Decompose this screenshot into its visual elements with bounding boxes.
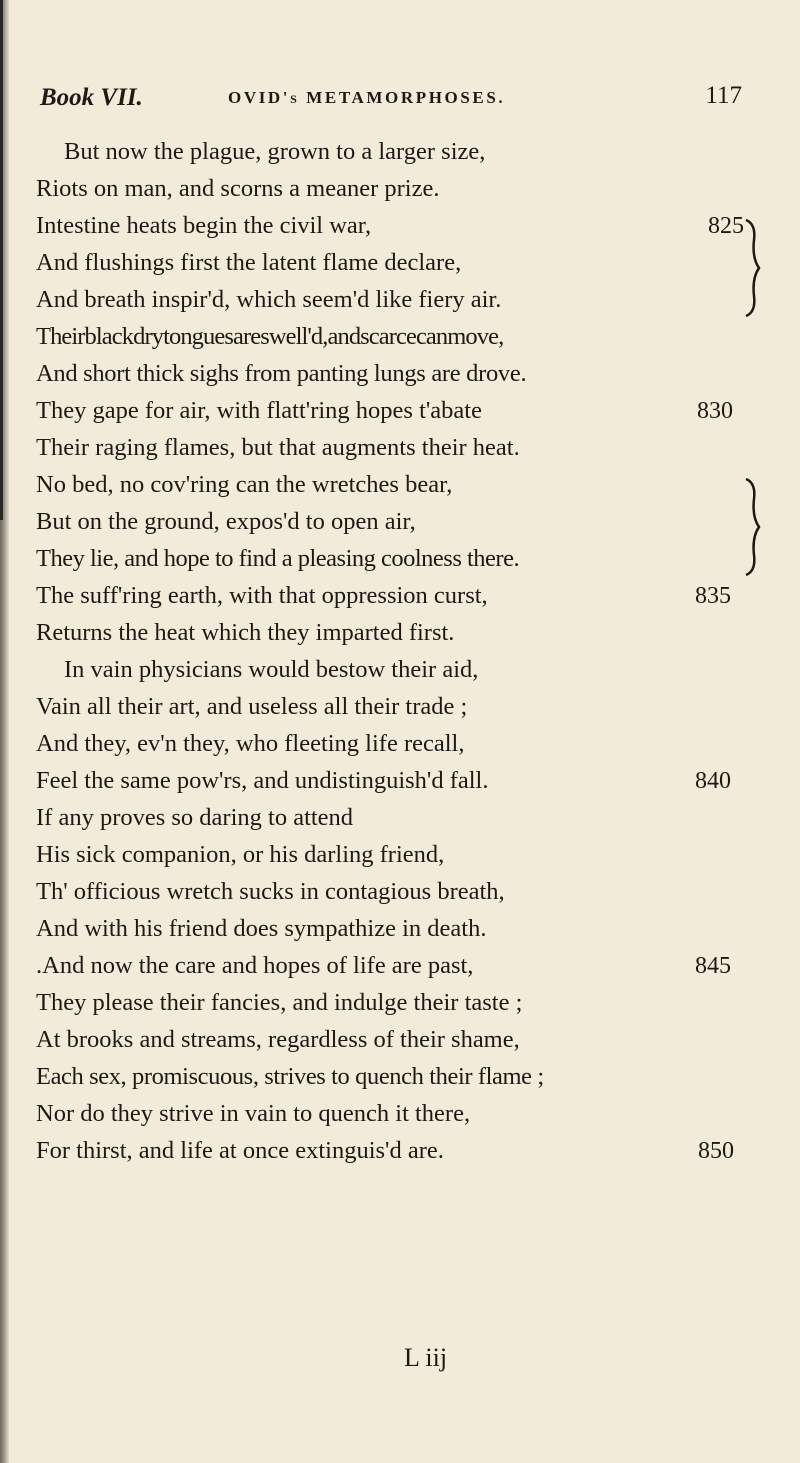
verse-line: The suff'ring earth, with that oppression curst, — [36, 582, 488, 609]
signature-mark: L iij — [404, 1343, 448, 1372]
page-number: 117 — [705, 82, 742, 109]
verse-line: At brooks and streams, regardless of their shame, — [36, 1026, 520, 1053]
verse-line: In vain physicians would bestow their aid, — [64, 656, 479, 683]
verse-line: No bed, no cov'ring can the wretches bear, — [36, 471, 453, 498]
line-number: 840 — [695, 768, 731, 794]
verse-line: Each sex, promiscuous, strives to quench their flame ; — [36, 1063, 544, 1090]
verse-line: If any proves so daring to attend — [36, 804, 354, 831]
verse-line: His sick companion, or his darling friend, — [36, 841, 445, 868]
verse-line: Th' officious wretch sucks in contagious breath, — [36, 878, 505, 905]
verse-line: They please their fancies, and indulge their taste ; — [36, 989, 523, 1016]
verse-line: They lie, and hope to find a pleasing coolness there. — [36, 545, 520, 572]
verse-line: Feel the same pow'rs, and undistinguish'd fall. — [36, 767, 489, 794]
running-header — [40, 80, 740, 120]
verse-line: Riots on man, and scorns a meaner prize. — [36, 175, 440, 202]
verse-line: Vain all their art, and useless all their trade ; — [36, 693, 468, 720]
verse-line: And breath inspir'd, which seem'd like fiery air. — [36, 286, 502, 313]
line-number: 850 — [698, 1138, 734, 1164]
verse-line: For thirst, and life at once extinguis'd are. — [36, 1137, 444, 1164]
triplet-brace — [742, 218, 762, 318]
line-number: 845 — [695, 953, 731, 979]
verse-line: And they, ev'n they, who fleeting life recall, — [36, 730, 465, 757]
verse-line: Theirblackdrytonguesareswell'd,andscarcecanmove, — [36, 323, 504, 350]
triplet-brace — [742, 477, 762, 577]
line-number: 825 — [708, 213, 744, 239]
page-edge-shadow — [0, 0, 3, 520]
verse-line: Nor do they strive in vain to quench it there, — [36, 1100, 471, 1127]
verse-line: But on the ground, expos'd to open air, — [36, 508, 416, 535]
line-number: 835 — [695, 583, 731, 609]
verse-line: They gape for air, with flatt'ring hopes t'abate — [36, 397, 482, 424]
verse-line: And short thick sighs from panting lungs are drove. — [36, 360, 527, 387]
verse-line: And with his friend does sympathize in death. — [36, 915, 487, 942]
line-number: 830 — [697, 398, 733, 424]
verse-line: Returns the heat which they imparted first. — [36, 619, 455, 646]
verse-line: But now the plague, grown to a larger size, — [64, 138, 486, 165]
verse-line: Their raging flames, but that augments their heat. — [36, 434, 520, 461]
running-title: OVID's METAMORPHOSES. — [228, 88, 506, 107]
verse-line: Intestine heats begin the civil war, — [36, 212, 372, 239]
book-label: Book VII. — [40, 84, 143, 111]
verse-line: .And now the care and hopes of life are past, — [36, 952, 474, 979]
verse-line: And flushings first the latent flame declare, — [36, 249, 462, 276]
